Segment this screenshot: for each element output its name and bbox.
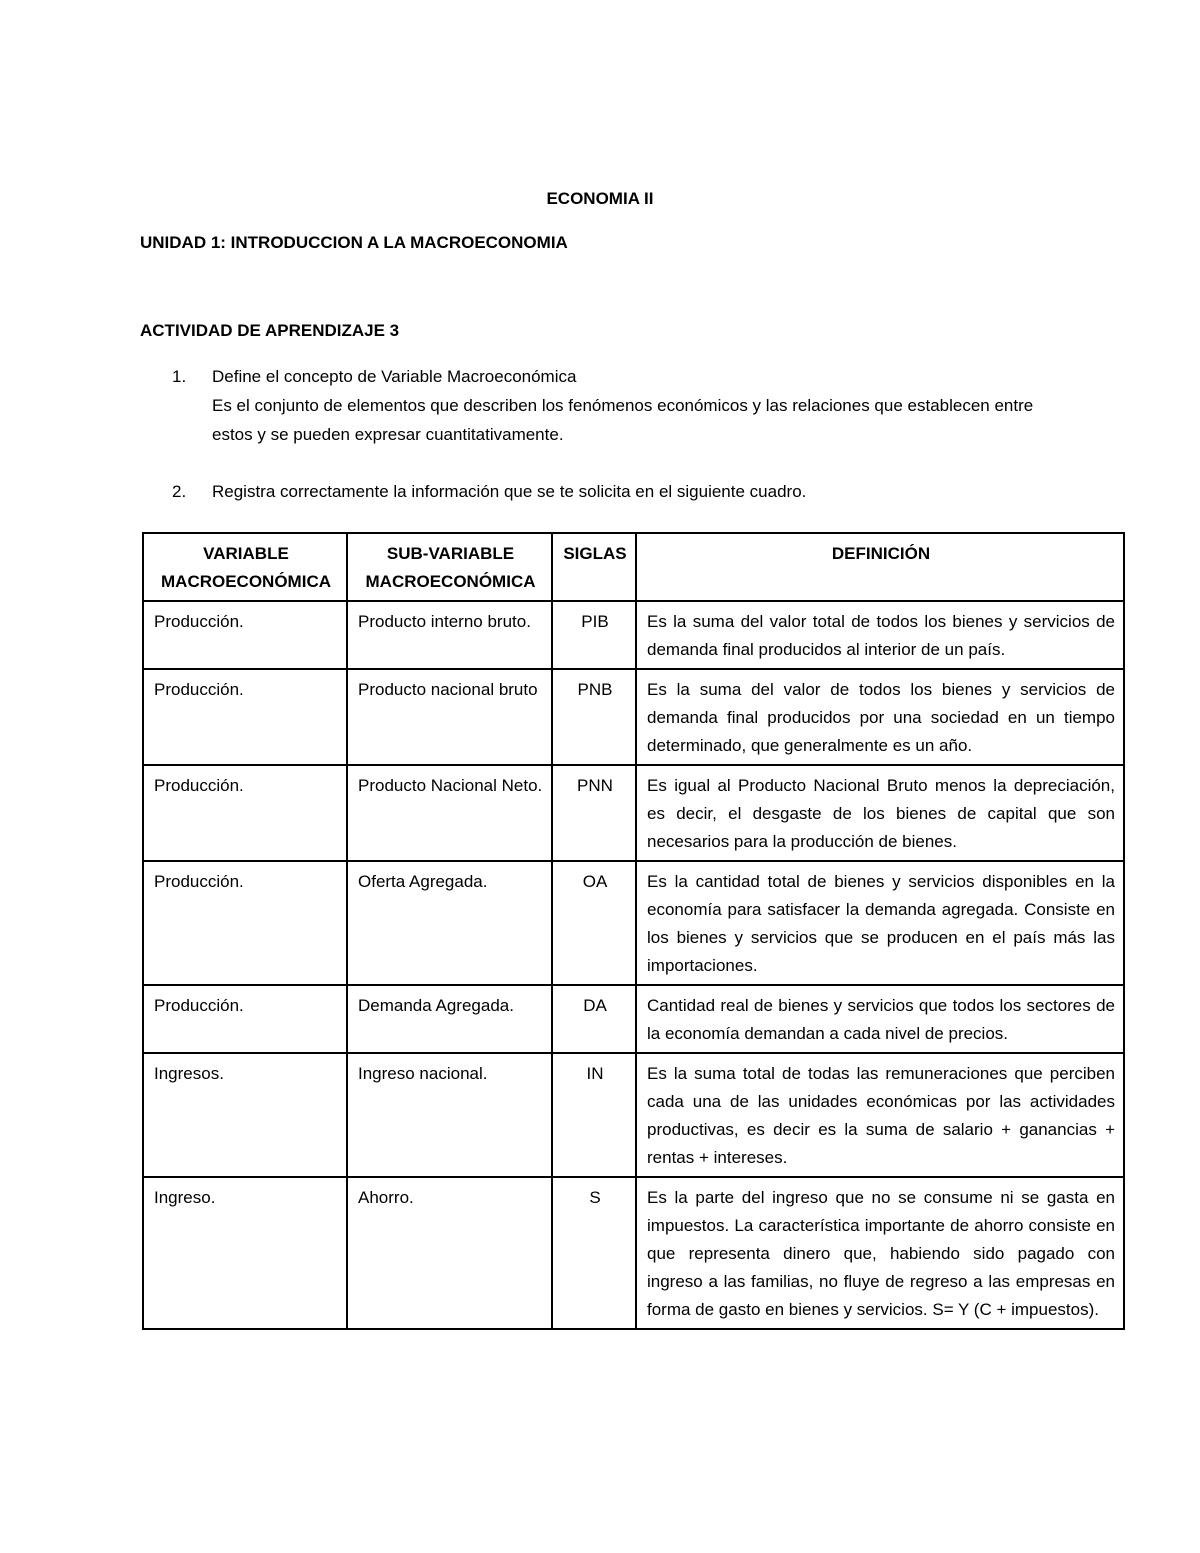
question-2-text: Registra correctamente la información que se te solicita en el siguiente cuadro.	[212, 482, 807, 501]
table-row	[143, 669, 1124, 765]
header-definicion: DEFINICIÓN	[636, 533, 1124, 601]
table-row	[143, 601, 1124, 669]
cell-siglas: OA	[552, 861, 636, 985]
macro-variables-table	[142, 532, 1125, 1330]
cell-variable: Producción.	[143, 669, 347, 765]
cell-siglas: PIB	[552, 601, 636, 669]
cell-subvariable: Producto nacional bruto	[347, 669, 552, 765]
question-1-number: 1.	[172, 367, 187, 386]
table-row	[143, 1053, 1124, 1177]
activity-title: ACTIVIDAD DE APRENDIZAJE 3	[140, 321, 400, 340]
header-subvariable: SUB-VARIABLE MACROECONÓMICA	[347, 533, 552, 601]
cell-variable: Producción.	[143, 861, 347, 985]
cell-subvariable: Producto Nacional Neto.	[347, 765, 552, 861]
table-row	[143, 1177, 1124, 1329]
cell-subvariable: Producto interno bruto.	[347, 601, 552, 669]
cell-definicion: Es la suma del valor total de todos los bienes y servicios de demanda final producidos al interior de un país.	[636, 601, 1124, 669]
cell-siglas: S	[552, 1177, 636, 1329]
cell-subvariable: Oferta Agregada.	[347, 861, 552, 985]
cell-definicion: Es la suma total de todas las remuneraciones que perciben cada una de las unidades económicas por las actividades productivas, es decir es la suma de salario + ganancias + rentas + intereses.	[636, 1053, 1124, 1177]
document-title: ECONOMIA II	[546, 189, 654, 208]
table-row	[143, 985, 1124, 1053]
header-variable: VARIABLE MACROECONÓMICA	[143, 533, 347, 601]
cell-siglas: IN	[552, 1053, 636, 1177]
cell-siglas: PNN	[552, 765, 636, 861]
cell-variable: Producción.	[143, 601, 347, 669]
cell-definicion: Es la cantidad total de bienes y servicios disponibles en la economía para satisfacer la demanda agregada. Consiste en los bienes y servicios que se producen en el país más las importaciones.	[636, 861, 1124, 985]
cell-definicion: Es igual al Producto Nacional Bruto menos la depreciación, es decir, el desgaste de los bienes de capital que son necesarios para la producción de bienes.	[636, 765, 1124, 861]
cell-siglas: PNB	[552, 669, 636, 765]
cell-subvariable: Ingreso nacional.	[347, 1053, 552, 1177]
question-2-number: 2.	[172, 482, 187, 501]
cell-definicion: Es la suma del valor de todos los bienes y servicios de demanda final producidos por una sociedad en un tiempo determinado, que generalmente es un año.	[636, 669, 1124, 765]
cell-variable: Ingresos.	[143, 1053, 347, 1177]
header-siglas: SIGLAS	[552, 533, 636, 601]
cell-definicion: Cantidad real de bienes y servicios que todos los sectores de la economía demandan a cada nivel de precios.	[636, 985, 1124, 1053]
cell-subvariable: Demanda Agregada.	[347, 985, 552, 1053]
cell-subvariable: Ahorro.	[347, 1177, 552, 1329]
cell-variable: Producción.	[143, 985, 347, 1053]
question-1-answer: Es el conjunto de elementos que describen los fenómenos económicos y las relaciones que establecen entre estos y se pueden expresar cuantitativamente.	[212, 396, 1034, 444]
table-row	[143, 765, 1124, 861]
cell-variable: Ingreso.	[143, 1177, 347, 1329]
cell-siglas: DA	[552, 985, 636, 1053]
cell-variable: Producción.	[143, 765, 347, 861]
table-header-row	[143, 533, 1124, 601]
cell-definicion: Es la parte del ingreso que no se consume ni se gasta en impuestos. La característica importante de ahorro consiste en que representa dinero que, habiendo sido pagado con ingreso a las familias, no fluye de regreso a las empresas en forma de gasto en bienes y servicios. S= Y (C + impuestos).	[636, 1177, 1124, 1329]
table-row	[143, 861, 1124, 985]
unit-title: UNIDAD 1: INTRODUCCION A LA MACROECONOMIA	[140, 233, 568, 252]
question-1-text: Define el concepto de Variable Macroeconómica	[212, 367, 577, 386]
